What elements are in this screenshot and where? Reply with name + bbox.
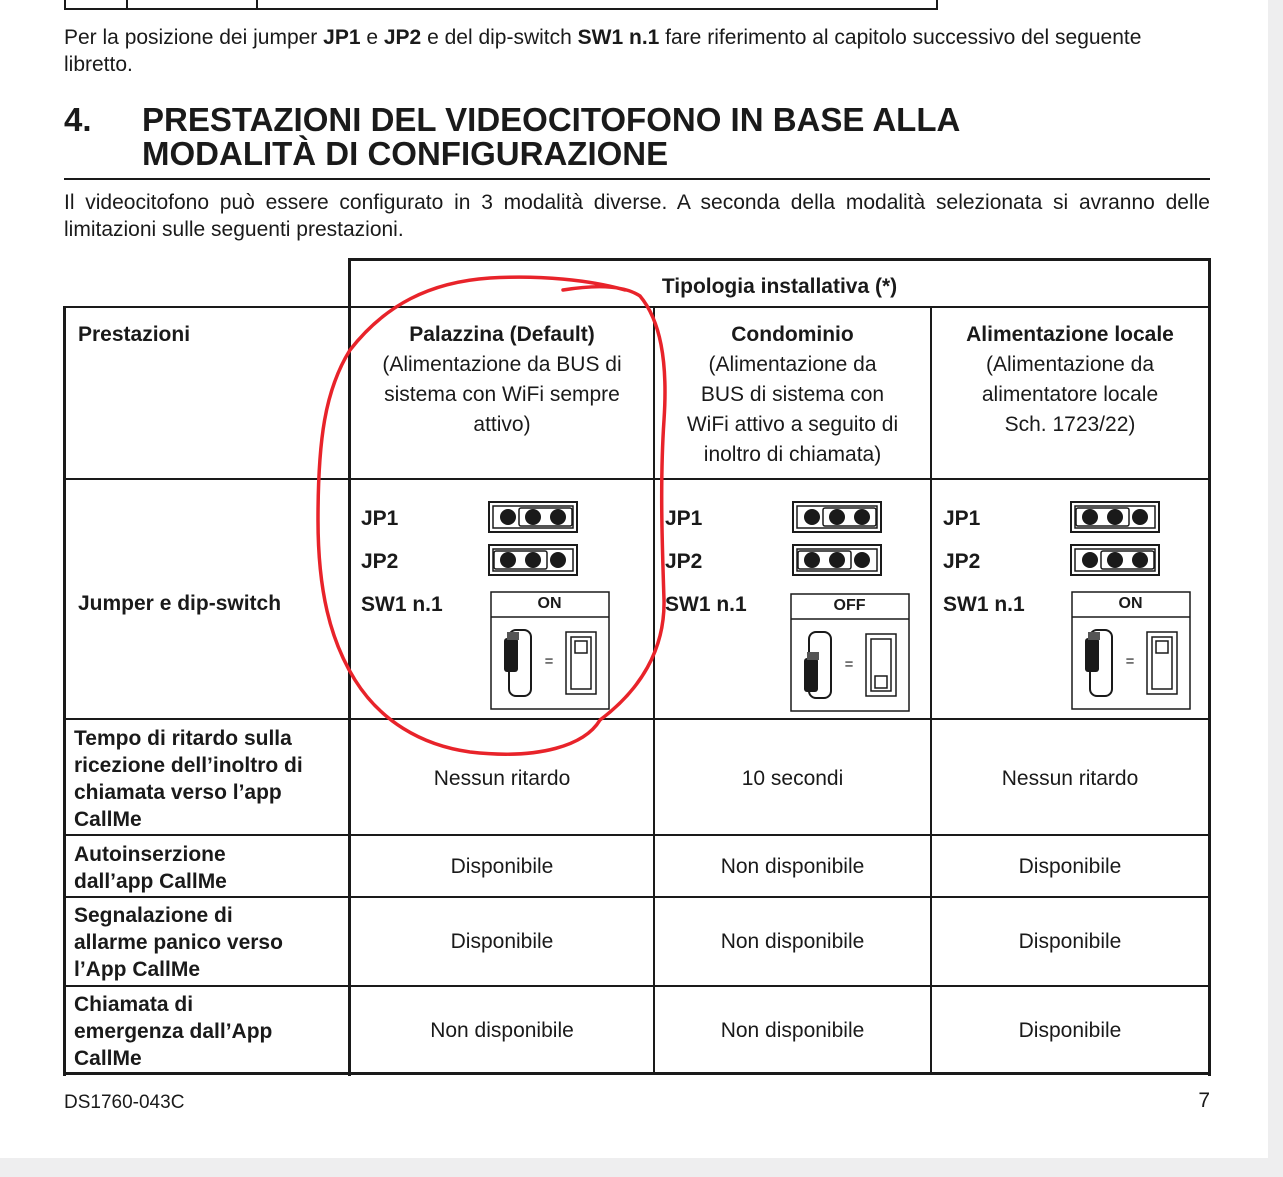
jumper-block <box>1071 502 1159 532</box>
equals-sign: = <box>1125 653 1135 670</box>
jp1-label: JP1 <box>943 507 981 530</box>
section-title: PRESTAZIONI DEL VIDEOCITOFONO IN BASE ALLA MODALITÀ DI CONFIGURAZIONE <box>142 101 961 172</box>
cell-value: Disponibile <box>1018 1019 1122 1042</box>
jumper-block <box>489 545 577 575</box>
jp1-label: JP1 <box>361 507 399 530</box>
cell-value: Non disponibile <box>720 855 865 878</box>
document-code: DS1760-043C <box>64 1092 185 1113</box>
page-number: 7 <box>1198 1089 1210 1112</box>
cell-value: Disponibile <box>450 855 554 878</box>
row-header-chiamata-emergenza: Chiamata di emergenza dall’App CallMe <box>74 993 273 1070</box>
cell-value: Nessun ritardo <box>433 767 571 790</box>
jp1-label: JP1 <box>665 507 703 530</box>
jumper-block <box>793 545 881 575</box>
sw-state-label: OFF <box>833 597 866 614</box>
previous-table-bottom <box>64 0 938 10</box>
cell-value: Nessun ritardo <box>1001 767 1139 790</box>
cell-value: Non disponibile <box>720 930 865 953</box>
sw-label: SW1 n.1 <box>665 593 747 616</box>
intro-paragraph: Per la posizione dei jumper JP1 e JP2 e del dip-switch SW1 n.1 fare riferimento al capitolo successivo del seguente libretto. <box>64 26 1142 76</box>
jp2-label: JP2 <box>361 550 399 573</box>
equals-sign: = <box>844 656 854 673</box>
group-header: Tipologia installativa (*) <box>661 275 898 298</box>
row-header-jumper: Jumper e dip-switch <box>78 592 282 615</box>
section-rule <box>64 178 1210 180</box>
jp2-label: JP2 <box>943 550 981 573</box>
column-header-alimentazione-locale: Alimentazione locale (Alimentazione da alimentatore locale Sch. 1723/22) <box>966 323 1174 436</box>
cell-value: Non disponibile <box>430 1019 574 1042</box>
row-header-ritardo: Tempo di ritardo sulla ricezione dell’inoltro di chiamata verso l’app CallMe <box>74 727 303 831</box>
jp2-label: JP2 <box>665 550 703 573</box>
jumper-block <box>793 502 881 532</box>
cell-value: Non disponibile <box>720 1019 865 1042</box>
column-header-condominio: Condominio (Alimentazione da BUS di sistema con WiFi attivo a seguito di inoltro di chiamata) <box>686 323 899 466</box>
sw-state-label: ON <box>537 595 562 612</box>
sw-label: SW1 n.1 <box>361 593 443 616</box>
sw-state-label: ON <box>1118 595 1143 612</box>
jumper-block <box>1071 545 1159 575</box>
cell-value: Disponibile <box>1018 855 1122 878</box>
column-header-palazzina: Palazzina (Default) (Alimentazione da BUS di sistema con WiFi sempre attivo) <box>382 323 622 436</box>
section-number: 4. <box>64 101 92 138</box>
jumper-block <box>489 502 577 532</box>
equals-sign: = <box>544 653 554 670</box>
corner-header: Prestazioni <box>78 323 191 346</box>
sw-label: SW1 n.1 <box>943 593 1025 616</box>
section-paragraph: Il videocitofono può essere configurato in 3 modalità diverse. A seconda della modalità selezionata si avranno delle limitazioni sulle seguenti prestazioni. <box>64 191 1210 241</box>
row-header-allarme-panico: Segnalazione di allarme panico verso l’App CallMe <box>74 904 283 981</box>
cell-value: Disponibile <box>1018 930 1122 953</box>
cell-value: 10 secondi <box>741 767 844 790</box>
row-header-autoinserzione: Autoinserzione dall’app CallMe <box>74 843 227 893</box>
cell-value: Disponibile <box>450 930 554 953</box>
